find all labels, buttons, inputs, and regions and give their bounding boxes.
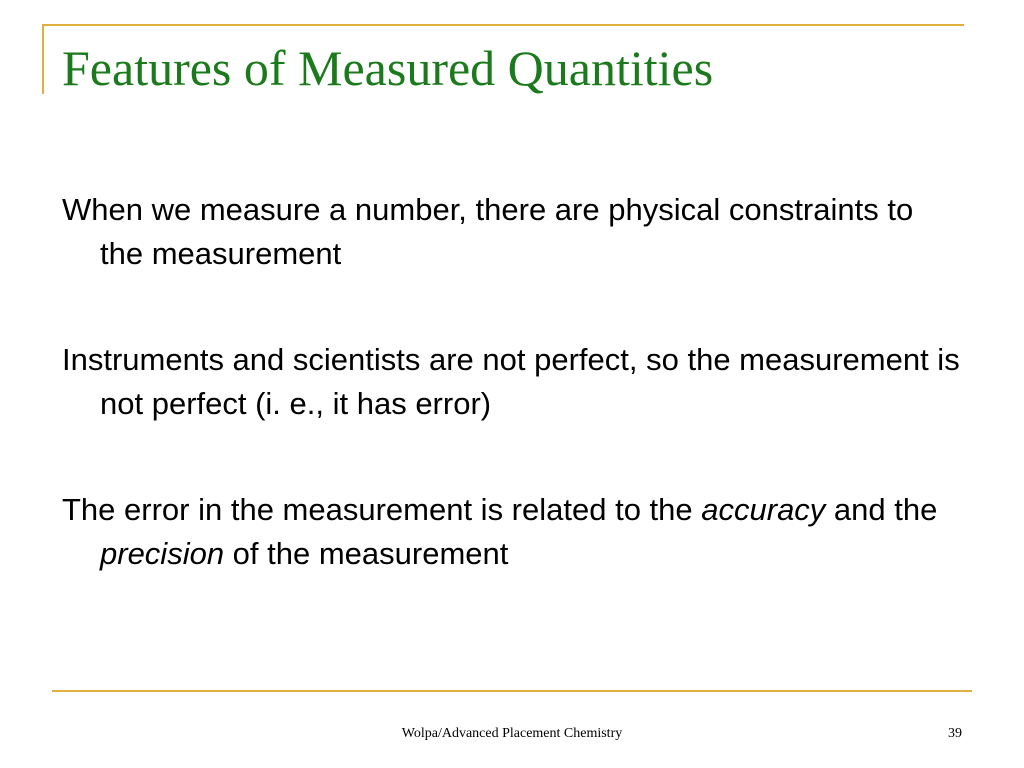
slide-title: Features of Measured Quantities bbox=[62, 40, 714, 96]
footer-rule bbox=[52, 690, 972, 692]
bullet-item: When we measure a number, there are physical constraints to the measurement bbox=[62, 192, 914, 271]
accuracy-term: accuracy bbox=[701, 492, 826, 527]
frame-top-rule bbox=[42, 24, 964, 26]
precision-term: precision bbox=[100, 536, 225, 571]
bullet-text: and the bbox=[825, 492, 938, 527]
footer-text: Wolpa/Advanced Placement Chemistry bbox=[401, 726, 623, 741]
page-number: 39 bbox=[948, 726, 962, 741]
bullet-list bbox=[62, 188, 962, 638]
bullet-text: of the measurement bbox=[224, 536, 509, 571]
frame-left-rule bbox=[42, 24, 44, 94]
bullet-item: Instruments and scientists are not perfect, so the measurement is not perfect (i. e., it has error) bbox=[62, 342, 960, 421]
bullet-item bbox=[62, 488, 962, 576]
bullet-text: The error in the measurement is related to the bbox=[62, 492, 702, 527]
